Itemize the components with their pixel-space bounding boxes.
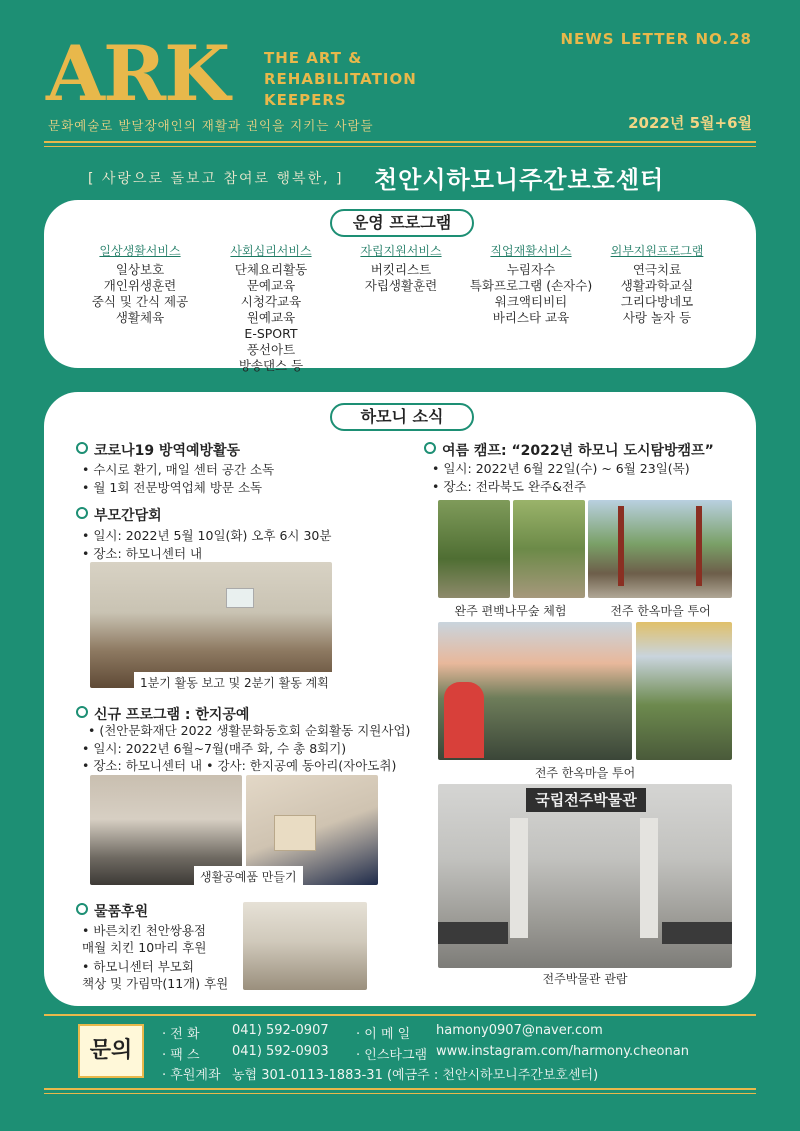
newprog-title: 신규 프로그램 : 한지공예 bbox=[76, 704, 249, 724]
instagram-label: · 인스타그램 bbox=[356, 1048, 428, 1063]
gate-pillar bbox=[696, 506, 702, 586]
fax-value: 041) 592-0903 bbox=[232, 1044, 329, 1059]
service-column-independence bbox=[336, 243, 466, 294]
service-items: 연극치료 생활과학교실 그리다방네모 사랑 놀자 등 bbox=[620, 262, 694, 325]
museum-photo bbox=[438, 784, 732, 968]
museum-plinth bbox=[438, 922, 508, 944]
service-column-daily bbox=[70, 243, 210, 326]
email-value[interactable]: hamony0907@naver.com bbox=[436, 1023, 603, 1038]
header-divider-thin bbox=[44, 146, 756, 147]
hanok-gate-photo bbox=[588, 500, 732, 598]
service-heading: 외부지원프로그램 bbox=[610, 244, 704, 258]
newprog-sub: • (천안문화재단 2022 생활문화동호회 순회활동 지원사업) bbox=[88, 722, 410, 739]
gate-pillar bbox=[618, 506, 624, 586]
account-label: · 후원계좌 bbox=[162, 1068, 221, 1083]
footer-bottom-divider-thin bbox=[44, 1093, 756, 1094]
parents-caption: 1분기 활동 보고 및 2분기 활동 계획 bbox=[134, 672, 335, 693]
phone-label: · 전 화 bbox=[162, 1027, 200, 1042]
museum-pillar bbox=[640, 818, 658, 938]
meeting-photo bbox=[90, 562, 332, 688]
museum-sign: 국립전주박물관 bbox=[526, 788, 646, 812]
hanok-view-photo bbox=[438, 622, 632, 760]
parents-item: • 장소: 하모니센터 내 bbox=[82, 545, 202, 562]
email-label: · 이 메 일 bbox=[356, 1027, 411, 1042]
newsletter-number: NEWS LETTER NO.28 bbox=[560, 30, 752, 48]
service-items: 단체요리활동 문예교육 시청각교육 원예교육 E-SPORT 풍선아트 방송댄스 등 bbox=[234, 262, 308, 373]
service-column-external bbox=[592, 243, 722, 326]
donation-item: • 하모니센터 부모회 책상 및 가림막(11개) 후원 bbox=[82, 958, 252, 992]
newprog-item: • 장소: 하모니센터 내 • 강사: 한지공예 동아리(자아도취) bbox=[82, 757, 396, 774]
screen-shape bbox=[226, 588, 254, 608]
corona-item: • 월 1회 전문방역업체 방문 소독 bbox=[82, 479, 262, 496]
service-column-vocational bbox=[456, 243, 606, 326]
news-title: 하모니 소식 bbox=[330, 403, 474, 431]
footer-bottom-divider bbox=[44, 1088, 756, 1090]
corona-item: • 수시로 환기, 매일 센터 공간 소독 bbox=[82, 461, 274, 478]
programs-title: 운영 프로그램 bbox=[330, 209, 474, 237]
camp-caption-1: 완주 편백나무숲 체험 bbox=[454, 604, 567, 618]
circle-icon bbox=[76, 507, 88, 519]
service-items: 누림자수 특화프로그램 (손자수) 워크액티비티 바리스타 교육 bbox=[469, 262, 593, 325]
instagram-value[interactable]: www.instagram.com/harmony.cheonan bbox=[436, 1044, 689, 1059]
service-heading: 일상생활서비스 bbox=[99, 244, 181, 258]
phone-value: 041) 592-0907 bbox=[232, 1023, 329, 1038]
box-shape bbox=[274, 815, 316, 851]
camp-caption-3: 전주 한옥마을 투어 bbox=[534, 766, 636, 780]
corona-title: 코로나19 방역예방활동 bbox=[76, 440, 240, 460]
service-items: 버킷리스트 자립생활훈련 bbox=[364, 262, 438, 293]
service-heading: 사회심리서비스 bbox=[230, 244, 312, 258]
camp-item: • 장소: 전라북도 완주&전주 bbox=[432, 478, 586, 495]
circle-icon bbox=[76, 442, 88, 454]
circle-icon bbox=[76, 706, 88, 718]
forest-photo-1 bbox=[438, 500, 510, 598]
parents-title: 부모간담회 bbox=[76, 505, 162, 525]
donation-title: 물품후원 bbox=[76, 901, 148, 921]
service-items: 일상보호 개인위생훈련 중식 및 간식 제공 생활체육 bbox=[91, 262, 189, 325]
service-column-social bbox=[206, 243, 336, 374]
pavilion-photo bbox=[636, 622, 732, 760]
center-name: 천안시하모니주간보호센터 bbox=[374, 166, 665, 194]
circle-icon bbox=[76, 903, 88, 915]
person-shape bbox=[444, 682, 484, 758]
desk-photo bbox=[243, 902, 367, 990]
museum-pillar bbox=[510, 818, 528, 938]
camp-caption-4: 전주박물관 관람 bbox=[542, 972, 628, 986]
parents-item: • 일시: 2022년 5월 10일(화) 오후 6시 30분 bbox=[82, 527, 331, 544]
issue-date: 2022년 5월+6월 bbox=[628, 114, 752, 132]
newprog-item: • 일시: 2022년 6월~7월(매주 화, 수 총 8회기) bbox=[82, 740, 346, 757]
donation-item: • 바른치킨 천안쌍용점 매월 치킨 10마리 후원 bbox=[82, 922, 242, 956]
circle-icon bbox=[424, 442, 436, 454]
forest-photo-2 bbox=[513, 500, 585, 598]
header-subline: 문화예술로 발달장애인의 재활과 권익을 지키는 사람들 bbox=[48, 118, 374, 133]
header-divider bbox=[44, 141, 756, 143]
slogan: [ 사랑으로 돌보고 참여로 행복한, ] bbox=[88, 171, 344, 187]
fax-label: · 팩 스 bbox=[162, 1048, 200, 1063]
account-value: 농협 301-0113-1883-31 (예금주 : 천안시하모니주간보호센터) bbox=[232, 1068, 599, 1083]
contact-title: 문의 bbox=[78, 1024, 144, 1078]
footer-divider bbox=[44, 1014, 756, 1016]
camp-title: 여름 캠프: “2022년 하모니 도시탐방캠프” bbox=[424, 440, 714, 460]
camp-item: • 일시: 2022년 6월 22일(수) ~ 6월 23일(목) bbox=[432, 460, 690, 477]
logo-tagline: THE ART & REHABILITATION KEEPERS bbox=[264, 49, 417, 109]
camp-caption-2: 전주 한옥마을 투어 bbox=[610, 604, 711, 618]
newprog-caption: 생활공예품 만들기 bbox=[194, 866, 303, 887]
service-heading: 자립지원서비스 bbox=[360, 244, 442, 258]
ark-logo: ARK bbox=[46, 29, 229, 118]
service-heading: 직업재활서비스 bbox=[490, 244, 572, 258]
museum-plinth bbox=[662, 922, 732, 944]
